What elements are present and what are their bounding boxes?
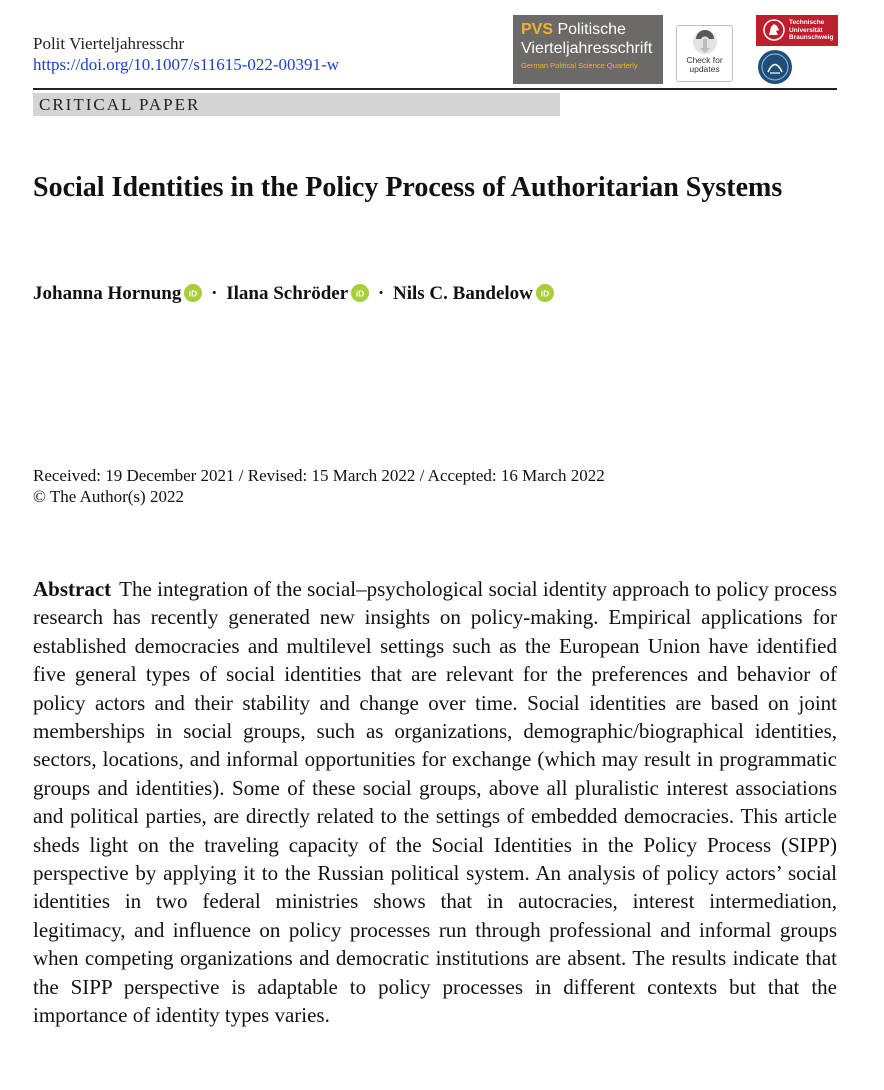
abstract-text: The integration of the social–psychological social identity approach to policy process research has recently generated new insights on policy-making. Empirical applications for established democracies and multilevel settings such as the European Union have identified five general types of social identities that are relevant for the preferences and behavior of policy actors and their stability and change over time. Social identities are based on joint memberships in social groups, such as organizations, demographic/biographical identities, sectors, locations, and informal opportunities for exchange (which may result in programmatic groups and identities). Some of these social groups, above all pluralistic interest associations and political parties, are directly related to the settings of embedded democracies. This article sheds light on the traveling capacity of the Social Identities in the Policy Process (SIPP) perspective by applying it to the Russian political system. An analysis of policy actors’ social identities in two federal ministries shows that in autocracies, interest intermediation, legitimacy, and influence on policy processes run through professional and informal groups when competing organizations and democratic institutions are absent. The results indicate that the SIPP perspective is adaptable to policy processes in different contexts but that the importance of identity types varies.	[33, 577, 837, 1028]
check-for-updates-label: Check for updates	[686, 55, 723, 74]
orcid-icon[interactable]	[536, 284, 554, 302]
pvs-name-2: Vierteljahresschrift	[521, 40, 653, 57]
author-name: Nils C. Bandelow	[393, 283, 533, 304]
lion-emblem-icon	[762, 18, 786, 42]
orcid-icon[interactable]	[184, 284, 202, 302]
abstract	[33, 575, 837, 1030]
author-separator: ·	[211, 283, 218, 304]
received-revised-accepted: Received: 19 December 2021 / Revised: 15 March 2022 / Accepted: 16 March 2022	[33, 466, 605, 485]
pvs-journal-logo	[513, 15, 663, 84]
author-name: Johanna Hornung	[33, 283, 182, 304]
pvs-name-1: Politische	[557, 21, 626, 38]
tu-line-2: Universität	[789, 26, 823, 34]
journal-name: Polit Vierteljahresschr	[33, 34, 185, 53]
author-list	[33, 283, 554, 305]
abstract-label: Abstract	[33, 577, 112, 601]
header-divider	[33, 88, 837, 90]
tu-line-3: Braunschweig	[789, 34, 834, 41]
publication-dates	[33, 465, 605, 507]
svg-text:iD: iD	[355, 288, 365, 299]
article-title: Social Identities in the Policy Process of Authoritarian Systems	[33, 172, 783, 203]
orcid-icon[interactable]	[351, 284, 369, 302]
check-for-updates-badge[interactable]	[676, 25, 733, 82]
tu-braunschweig-logo	[756, 15, 838, 46]
tu-line-1: Technische	[789, 19, 825, 26]
svg-text:iD: iD	[540, 288, 550, 299]
university-seal-icon	[757, 49, 793, 85]
author-name: Ilana Schröder	[226, 283, 349, 304]
doi-link[interactable]: https://doi.org/10.1007/s11615-022-00391-w	[33, 55, 339, 74]
svg-text:iD: iD	[189, 288, 198, 299]
check-for-updates-icon	[692, 29, 718, 55]
pvs-abbr: PVS	[521, 21, 554, 38]
article-type-banner: CRITICAL PAPER	[33, 93, 560, 116]
pvs-subtitle: German Political Science Quarterly	[521, 61, 638, 70]
copyright-notice: © The Author(s) 2022	[33, 487, 184, 506]
author-separator: ·	[377, 283, 385, 304]
